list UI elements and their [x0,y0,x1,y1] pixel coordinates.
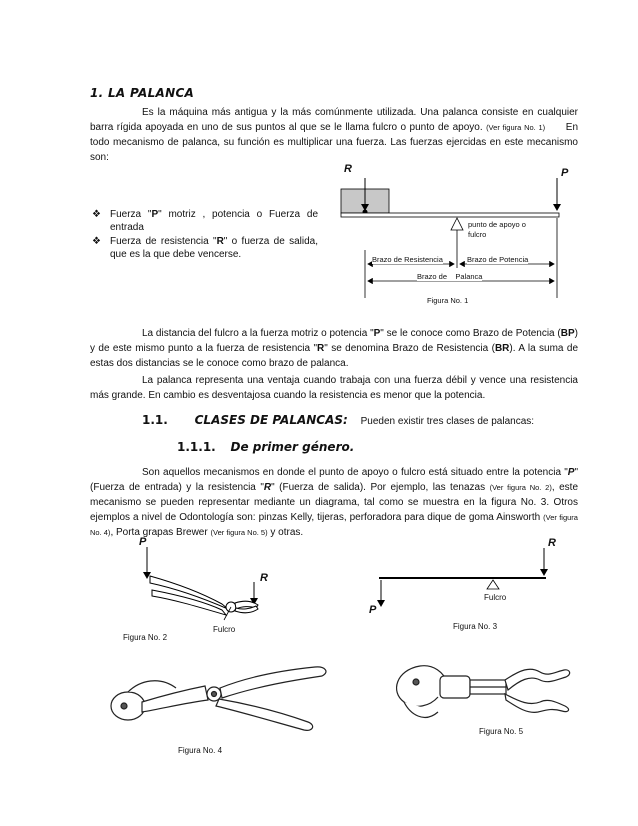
fig1-lever-arm: Brazo de Palanca [417,272,483,281]
figure-5-caption: Figura No. 5 [479,727,524,736]
fig1-label-p: P [561,167,569,179]
paragraph-first-class: Son aquellos mecanismos en donde el punto de apoyo o fulcro está situado entre la potencia "P" (Fuerza de entrada) y la resistencia "R" (Fuerza de salida). Por ejemplo, las tenazas (Ver figura No. 2), este mecanismo se pueden representar mediante un diagrama, tal como se muestra en la figura No. 3. Otros ejemplos a nivel de Odontología son: pinzas Kelly, tijeras, perforadora para dique de goma Ainsworth (Ver figura No. 4), Porta grapas Brewer (Ver figura No. 5) y otras. [90,467,579,538]
intro-text-2: En todo mecanismo de palanca, su función es multiplicar una fuerza. Las fuerzas ejercidas en este mecanismo son: [90,122,579,163]
fig2-label-r: R [260,572,268,584]
figure-3-caption: Figura No. 3 [453,622,498,631]
fig3-label-r: R [548,537,556,549]
figure-ref-2: (Ver figura No. 2) [489,483,552,492]
figure-2-caption: Figura No. 2 [123,633,168,642]
figure-1-caption: Figura No. 1 [427,296,469,305]
lever-diagram [379,548,546,606]
figure-4-caption: Figura No. 4 [178,746,223,755]
diamond-bullet-icon: ❖ [92,209,101,220]
subsection-title: CLASES DE PALANCAS: [194,413,348,427]
figure-ref-5: (Ver figura No. 5) [210,528,268,537]
fig2-label-p: P [139,536,147,548]
subsection-1-1 [142,413,534,427]
figure-ref-4: (Ver figura No. 4) [90,513,578,537]
subsection-number: 1.1.1. [177,440,216,454]
pliers-illustration [147,547,258,620]
fig1-arm-power: Brazo de Potencia [467,255,529,264]
fig2-fulcrum: Fulcro [213,625,236,634]
section-title: 1. LA PALANCA [90,86,195,100]
fig3-label-p: P [369,604,377,616]
subsection-number: 1.1. [142,413,168,427]
paragraph-advantage: La palanca representa una ventaja cuando trabaja con una fuerza débil y vence una resistencia más grande. En cambio es desventajosa cuando la resistencia es menor que la potencia. [90,375,578,401]
force-list [90,208,318,261]
intro-paragraph [90,105,578,165]
diamond-bullet-icon: ❖ [92,236,101,247]
subsection-text: Pueden existir tres clases de palancas: [360,416,535,427]
paragraph-arms: La distancia del fulcro a la fuerza motriz o potencia "P" se le conoce como Brazo de Potencia (BP) y de este mismo punto a la fuerza de resistencia "R" se denomina Brazo de Resistencia (BR). A la suma de estas dos distancias se le conoce como brazo de palanca. [90,328,579,369]
subsection-1-1-1 [177,440,354,454]
subsection-title: De primer género. [230,440,355,454]
fig3-fulcrum: Fulcro [484,593,507,602]
fig1-fulcrum-note: punto de apoyo o fulcro [468,220,526,239]
list-item: ❖ Fuerza "P" motriz , potencia o Fuerza de entrada [92,209,319,233]
fig1-arm-resistance: Brazo de Resistencia [372,255,443,264]
fig1-label-r: R [344,163,352,175]
list-item: ❖ Fuerza de resistencia "R" o fuerza de salida, que es la que debe vencerse. [92,236,319,260]
intro-text-1: Es la máquina más antigua y la más comúnmente utilizada. Una palanca consiste en cualquier barra rígida apoyada en uno de sus puntos al que se le llama fulcro o punto de apoyo. [90,107,578,133]
figure-ref-1: (Ver figura No. 1) [486,123,546,132]
